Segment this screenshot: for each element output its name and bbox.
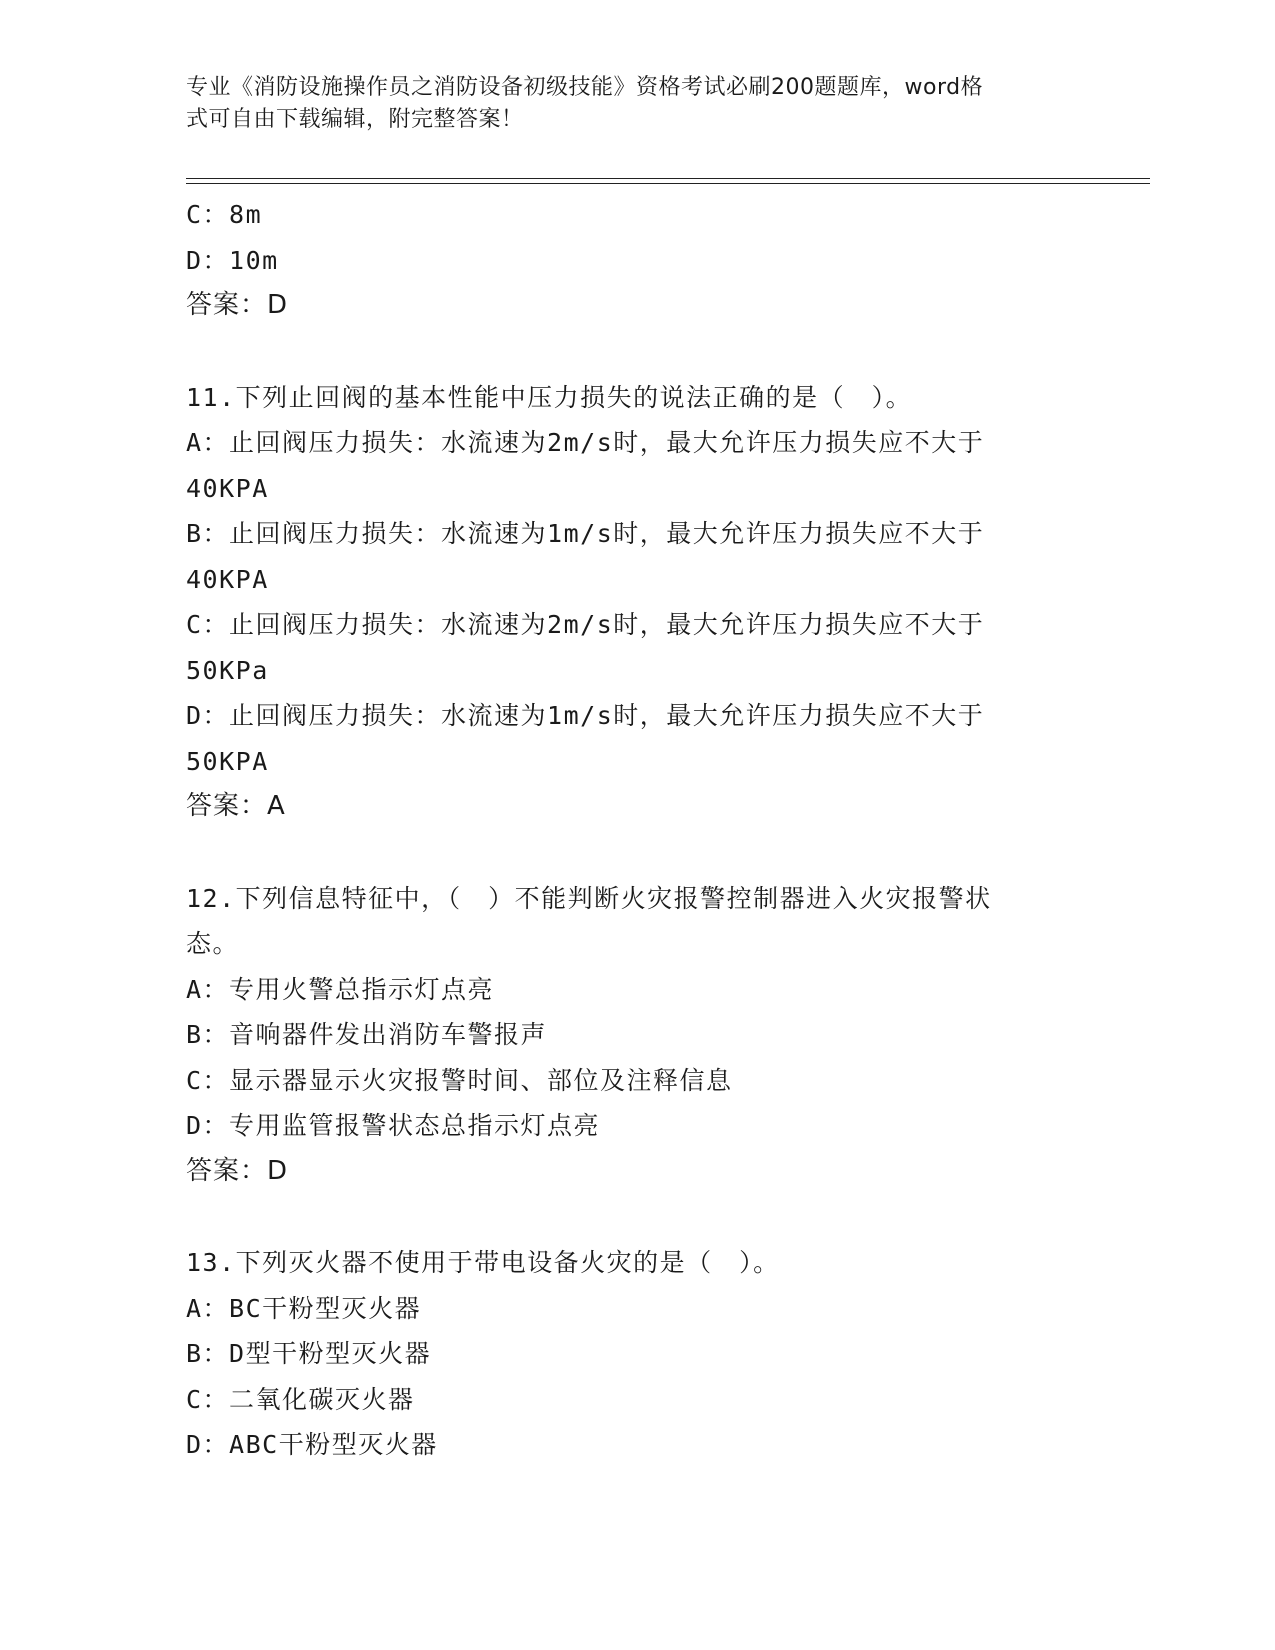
question-content: [186, 192, 1086, 1468]
question-12-option-b: B：音响器件发出消防车警报声: [186, 1020, 548, 1049]
question-11-option-b: B：止回阀压力损失：水流速为1m/s时，最大允许压力损失应不大于: [186, 519, 985, 548]
question-12-option-a: A：专用火警总指示灯点亮: [186, 974, 495, 1004]
question-12-stem-cont: 态。: [186, 929, 240, 958]
option-d: D：10m: [186, 245, 279, 275]
question-11-answer: 答案：A: [186, 791, 286, 821]
header-line-2: 式可自由下载编辑，附完整答案！: [186, 107, 524, 132]
spacer: [186, 830, 1086, 876]
header-rule-top: [186, 178, 1150, 179]
question-13-option-d: D：ABC干粉型灭火器: [186, 1430, 438, 1459]
question-11-option-d-cont: 50KPA: [186, 746, 269, 776]
question-11-option-d: D：止回阀压力损失：水流速为1m/s时，最大允许压力损失应不大于: [186, 701, 985, 730]
question-12-option-c: C：显示器显示火灾报警时间、部位及注释信息: [186, 1065, 733, 1095]
question-11-option-c: C：止回阀压力损失：水流速为2m/s时，最大允许压力损失应不大于: [186, 610, 985, 639]
option-c: C：8m: [186, 200, 263, 229]
question-13-option-a: A：BC干粉型灭火器: [186, 1293, 422, 1323]
question-11-option-b-cont: 40KPA: [186, 564, 269, 594]
question-11-option-a-cont: 40KPA: [186, 473, 269, 503]
question-12-answer: 答案：D: [186, 1155, 289, 1186]
question-11-stem: 11.下列止回阀的基本性能中压力损失的说法正确的是（ ）。: [186, 382, 913, 412]
header-line-1: 专业《消防设施操作员之消防设备初级技能》资格考试必刷200题题库，word格: [186, 75, 984, 100]
page-header: [186, 72, 1066, 136]
question-11-option-c-cont: 50KPa: [186, 655, 269, 685]
question-13-option-c: C：二氧化碳灭火器: [186, 1384, 415, 1414]
question-12-stem: 12.下列信息特征中，（ ）不能判断火灾报警控制器进入火灾报警状: [186, 883, 992, 913]
question-13-option-b: B：D型干粉型灭火器: [186, 1339, 432, 1368]
question-11-option-a: A：止回阀压力损失：水流速为2m/s时，最大允许压力损失应不大于: [186, 428, 985, 457]
answer: 答案：D: [186, 290, 289, 320]
question-13-stem: 13.下列灭火器不使用于带电设备火灾的是（ ）。: [186, 1248, 780, 1277]
spacer: [186, 329, 1086, 375]
header-rule-bottom: [186, 183, 1150, 184]
spacer: [186, 1194, 1086, 1240]
question-12-option-d: D：专用监管报警状态总指示灯点亮: [186, 1111, 601, 1140]
